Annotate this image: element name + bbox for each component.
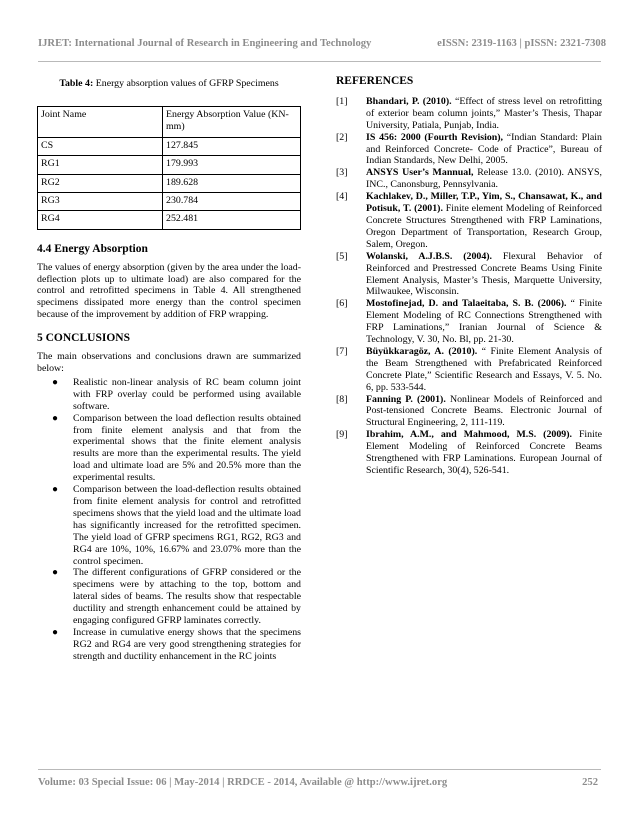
- table-row: [38, 174, 301, 192]
- reference-details: Nonlinear Models of Reinforced and Post-tensioned Concrete Beams. Electronic Journal of Structural Engineering, 2, 111-119.: [366, 393, 603, 429]
- reference-item: [336, 132, 602, 168]
- reference-number: [5]: [336, 250, 348, 262]
- cell-joint: CS: [38, 137, 163, 155]
- table-caption: [37, 78, 301, 90]
- reference-details: Finite Element Modeling of Reinforced Concrete Beams Strengthened with FRP Laminations. European Journal of Scientific Research, 30(4), 526-541.: [366, 429, 602, 476]
- header-rule: [38, 61, 601, 62]
- reference-item: [336, 429, 602, 477]
- journal-title: IJRET: International Journal of Research in Engineering and Technology: [38, 38, 372, 49]
- cell-value: 189.628: [163, 174, 301, 192]
- reference-authors: Wolanski, A.J.B.S. (2004).: [366, 250, 493, 262]
- right-column: [336, 76, 602, 477]
- reference-details: Flexural Behavior of Reinforced and Prestressed Concrete Beams Using Finite Element Analysis, Master’s Thesis, Marquette University, Milwaukee, Wisconsin.: [366, 250, 602, 298]
- cell-joint: RG3: [38, 192, 163, 210]
- energy-absorption-table: [37, 106, 301, 230]
- page-number: 252: [582, 777, 598, 788]
- cell-joint: RG2: [38, 174, 163, 192]
- left-column: [37, 78, 301, 663]
- header-joint-name: Joint Name: [38, 106, 163, 137]
- page-footer: [38, 777, 606, 788]
- reference-details: “ Finite Element Modeling of RC Connections Strengthened with FRP Laminations,” Iranian Journal of Science & Technology, V. 30, No. Bl, pp. 21-30.: [366, 298, 602, 346]
- reference-authors: Büyükkaragöz, A. (2010).: [366, 345, 478, 357]
- issn-info: eISSN: 2319-1163 | pISSN: 2321-7308: [437, 38, 606, 49]
- reference-details: “Indian Standard: Plain and Reinforced Concrete- Code of Practice”, Bureau of Indian Standards, New Delhi, 2005.: [366, 131, 602, 167]
- reference-authors: Kachlakev, D., Miller, T.P., Yim, S., Chansawat, K., and Potisuk, T. (2001).: [366, 191, 602, 215]
- reference-authors: Ibrahim, A.M., and Mahmood, M.S. (2009).: [366, 429, 572, 441]
- reference-details: “Effect of stress level on retrofitting of exterior beam column joints,” Master’s Thesis, Thapar University, Patiala, Punjab, India.: [366, 95, 602, 131]
- conclusions-intro: The main observations and conclusions drawn are summarized below:: [37, 351, 301, 374]
- reference-number: [7]: [336, 345, 348, 357]
- table-row: [38, 137, 301, 155]
- bullet-icon: ●: [52, 376, 59, 388]
- bullet-icon: ●: [52, 412, 59, 424]
- energy-absorption-paragraph: The values of energy absorption (given by the area under the load-deflection plots up to ultimate load) are also compared for the control and retrofitted specimens in Table 4. All strengthened specimens dissipated more energy than the control specimen because of the improvement by addition of FRP wrapping.: [37, 261, 301, 321]
- reference-details: “ Finite Element Analysis of the Beam Strengthened with Prefabricated Reinforced Concrete Plate,” Scientific Research and Essays, V. 5. No. 6, pp. 533-544.: [366, 345, 603, 393]
- cell-value: 230.784: [163, 192, 301, 210]
- reference-item: [336, 251, 602, 299]
- table-row: [38, 192, 301, 210]
- list-item-text: Comparison between the load-deflection results obtained from finite element analysis for control and retrofitted specimens shows that the yield load and the ultimate load has significantly increased for the retrofitted specimen. The yield load of GFRP specimens RG1, RG2, RG3 and RG4 are 10%, 10%, 16.67% and 23.07% more than the control specimen.: [73, 484, 301, 567]
- bullet-icon: ●: [52, 567, 59, 579]
- cell-value: 179.993: [163, 156, 301, 174]
- list-item-text: The different configurations of GFRP considered or the specimens were by attaching to the top, bottom and lateral sides of beams. The results show that respectable ductility and strength enhancement could be attained by engaging configured GFRP laminates correctly.: [73, 567, 301, 627]
- list-item: [52, 626, 301, 663]
- table-caption-text: Energy absorption values of GFRP Specimens: [95, 78, 279, 89]
- list-item: [52, 484, 301, 567]
- table-row: [38, 211, 301, 229]
- section-heading-conclusions: 5 CONCLUSIONS: [37, 332, 130, 345]
- list-item: [52, 567, 301, 627]
- reference-number: [2]: [336, 131, 348, 143]
- reference-details: Release 13.0. (2010). ANSYS, INC., Canonsburg, Pennsylvania.: [366, 167, 602, 191]
- table-row: [38, 156, 301, 174]
- list-item-text: Realistic non-linear analysis of RC beam column joint with FRP overlay could be performed using available software.: [73, 376, 301, 412]
- reference-authors: Mostofinejad, D. and Talaeitaba, S. B. (2006).: [366, 298, 567, 310]
- reference-item: [336, 394, 602, 430]
- list-item-text: Increase in cumulative energy shows that the specimens RG2 and RG4 are very good strengthening strategies for strength and ductility enhancement in the RC joints: [73, 626, 301, 662]
- page-header: [38, 38, 606, 49]
- reference-number: [6]: [336, 298, 348, 310]
- reference-number: [4]: [336, 191, 348, 203]
- reference-authors: IS 456: 2000 (Fourth Revision),: [366, 131, 504, 143]
- cell-joint: RG1: [38, 156, 163, 174]
- reference-item: [336, 96, 602, 132]
- reference-item: [336, 191, 602, 251]
- cell-value: 252.481: [163, 211, 301, 229]
- cell-joint: RG4: [38, 211, 163, 229]
- reference-number: [8]: [336, 393, 348, 405]
- footer-info: Volume: 03 Special Issue: 06 | May-2014 | RRDCE - 2014, Available @ http://www.ijret.org: [38, 777, 448, 788]
- cell-value: 127.845: [163, 137, 301, 155]
- reference-number: [3]: [336, 167, 348, 179]
- reference-item: [336, 346, 602, 394]
- list-item: [52, 376, 301, 413]
- reference-number: [9]: [336, 429, 348, 441]
- table-caption-label: Table 4:: [59, 78, 94, 89]
- references-heading: REFERENCES: [336, 75, 414, 87]
- reference-item: [336, 167, 602, 191]
- header-energy-absorption: Energy Absorption Value (KN-mm): [163, 106, 301, 137]
- reference-authors: ANSYS User’s Mannual,: [366, 167, 474, 179]
- reference-item: [336, 298, 602, 346]
- reference-details: Finite element Modeling of Reinforced Concrete Structures Strengthened with FRP Laminations, Oregon Department of Transportation, Research Group, Salem, Oregon.: [366, 203, 602, 250]
- table-header-row: [38, 106, 301, 137]
- reference-authors: Fanning P. (2001).: [366, 393, 446, 405]
- section-heading-energy-absorption: 4.4 Energy Absorption: [37, 242, 148, 255]
- reference-authors: Bhandari, P. (2010).: [366, 95, 452, 107]
- bullet-icon: ●: [52, 484, 59, 496]
- reference-number: [1]: [336, 95, 348, 107]
- footer-rule: [38, 769, 601, 770]
- conclusions-list: [37, 377, 301, 663]
- list-item: [52, 412, 301, 484]
- list-item-text: Comparison between the load deflection results obtained from finite element analysis and that from the experimental shows that the finite element analysis results are more than the experimental results. The yield load and ultimate load are 5% and 20.5% more than the experimental results.: [73, 412, 301, 484]
- bullet-icon: ●: [52, 626, 59, 638]
